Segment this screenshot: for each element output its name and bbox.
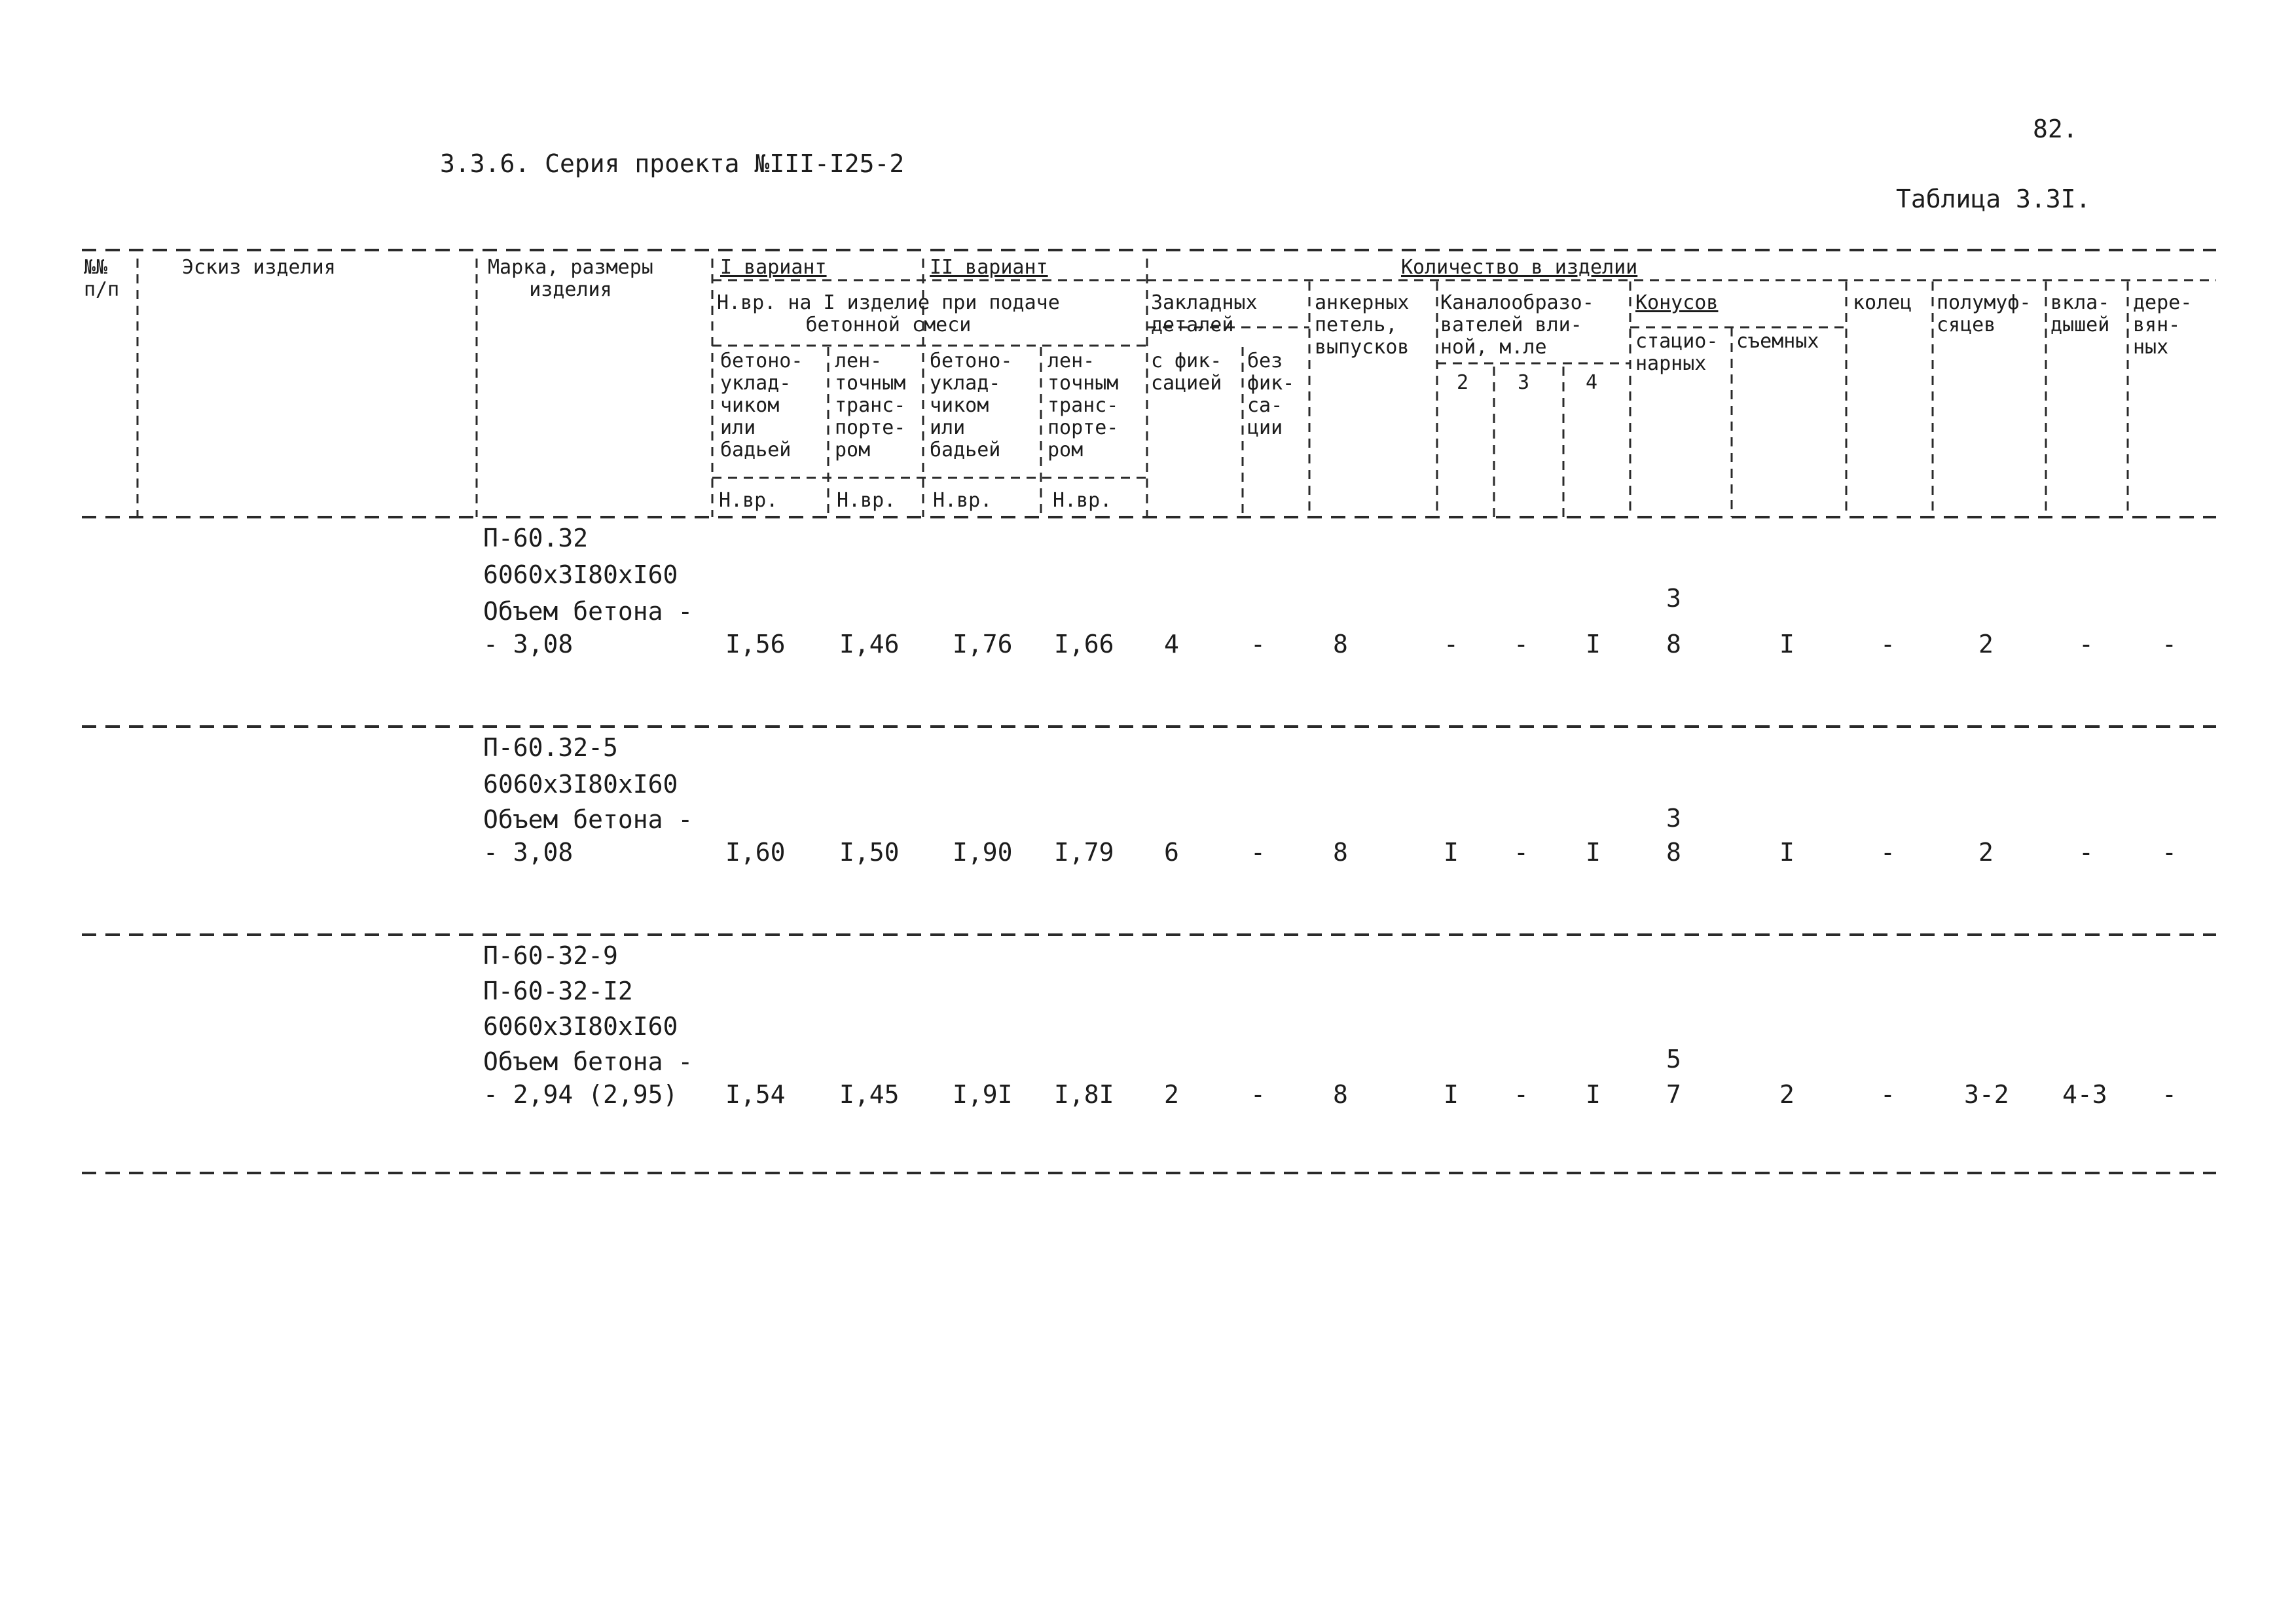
cell-anchor: 8 xyxy=(1333,838,1348,867)
header-ch-3: 3 xyxy=(1518,371,1530,394)
cell-cones-fixed-top: 3 xyxy=(1666,584,1681,613)
header-ch-2: 2 xyxy=(1457,371,1469,394)
cell-half-couplings: 2 xyxy=(1978,838,1994,867)
cell-v1-a: I,60 xyxy=(725,838,786,867)
cell-emb-nofix: - xyxy=(1250,1080,1266,1109)
row-mark-line: П-60-32-I2 xyxy=(483,977,633,1005)
header-hvr-unit-1: Н.вр. xyxy=(719,489,778,512)
cell-ch2: I xyxy=(1444,838,1459,867)
header-v2-b: лен- точным транс- порте- ром xyxy=(1048,350,1119,461)
cell-dowels: - xyxy=(2162,838,2177,867)
cell-rings: - xyxy=(1880,1080,1895,1109)
row-mark-line: П-60.32-5 xyxy=(483,733,618,762)
header-hvr-unit-2: Н.вр. xyxy=(837,489,896,512)
cell-v1-b: I,46 xyxy=(839,630,900,659)
cell-inserts: 4-3 xyxy=(2062,1080,2107,1109)
row-mark-line: 6060х3I80хI60 xyxy=(483,1012,678,1041)
row-mark-line: 6060х3I80хI60 xyxy=(483,560,678,589)
cell-inserts: - xyxy=(2079,838,2094,867)
row-mark-line: Объем бетона - xyxy=(483,1047,693,1076)
cell-v1-a: I,54 xyxy=(725,1080,786,1109)
cell-emb-nofix: - xyxy=(1250,838,1266,867)
header-channel: Каналообразо- вателей вли- ной, м.ле xyxy=(1440,291,1594,359)
header-cones-fixed: стацио- нарных xyxy=(1635,330,1719,375)
cell-v2-a: I,9I xyxy=(953,1080,1013,1109)
cell-cones-fixed-top: 5 xyxy=(1666,1045,1681,1074)
cell-ch4: I xyxy=(1586,1080,1601,1109)
row-mark-line: Объем бетона - xyxy=(483,597,693,626)
cell-emb-fix: 6 xyxy=(1164,838,1179,867)
header-hvr-group: Н.вр. на I изделие при подаче бетонной смеси xyxy=(717,291,1060,336)
header-cones: Конусов xyxy=(1635,291,1719,314)
cell-v1-b: I,45 xyxy=(839,1080,900,1109)
header-v1-b: лен- точным транс- порте- ром xyxy=(835,350,906,461)
header-emb-nofix: без фик- са- ции xyxy=(1247,350,1295,439)
cell-ch2: - xyxy=(1444,630,1459,659)
cell-cones-fixed: 7 xyxy=(1666,1080,1681,1109)
cell-ch3: - xyxy=(1514,838,1529,867)
cell-emb-nofix: - xyxy=(1250,630,1266,659)
header-emb-fix: с фик- сацией xyxy=(1151,350,1222,395)
cell-dowels: - xyxy=(2162,1080,2177,1109)
row-mark-line: П-60-32-9 xyxy=(483,941,618,970)
row-mark-line: - 3,08 xyxy=(483,838,574,867)
header-num: №№ п/п xyxy=(84,256,120,301)
cell-v1-a: I,56 xyxy=(725,630,786,659)
cell-rings: - xyxy=(1880,838,1895,867)
header-hvr-unit-3: Н.вр. xyxy=(933,489,993,512)
cell-ch3: - xyxy=(1514,1080,1529,1109)
cell-cones-removable: I xyxy=(1779,838,1795,867)
header-mark: Марка, размеры изделия xyxy=(488,256,653,301)
header-v1-a: бетоно- уклад- чиком или бадьей xyxy=(720,350,803,461)
cell-v2-b: I,66 xyxy=(1054,630,1114,659)
cell-ch3: - xyxy=(1514,630,1529,659)
row-mark-line: П-60.32 xyxy=(483,524,589,552)
header-inserts: вкла- дышей xyxy=(2050,291,2110,336)
cell-cones-fixed: 8 xyxy=(1666,838,1681,867)
row-mark-line: Объем бетона - xyxy=(483,805,693,834)
header-quantity: Количество в изделии xyxy=(1401,256,1638,279)
header-v2-a: бетоно- уклад- чиком или бадьей xyxy=(930,350,1013,461)
cell-v2-a: I,90 xyxy=(953,838,1013,867)
cell-half-couplings: 3-2 xyxy=(1964,1080,2009,1109)
cell-cones-fixed-top: 3 xyxy=(1666,804,1681,833)
table-label: Таблица 3.3I. xyxy=(1896,185,2091,213)
cell-anchor: 8 xyxy=(1333,1080,1348,1109)
row-mark-line: 6060х3I80хI60 xyxy=(483,770,678,799)
cell-cones-removable: 2 xyxy=(1779,1080,1795,1109)
header-hvr-unit-4: Н.вр. xyxy=(1053,489,1112,512)
page-number: 82. xyxy=(2033,115,2078,143)
header-rings: колец xyxy=(1853,291,1912,314)
cell-emb-fix: 4 xyxy=(1164,630,1179,659)
row-mark-line: - 3,08 xyxy=(483,630,574,659)
cell-inserts: - xyxy=(2079,630,2094,659)
cell-ch4: I xyxy=(1586,838,1601,867)
cell-v2-b: I,79 xyxy=(1054,838,1114,867)
cell-anchor: 8 xyxy=(1333,630,1348,659)
cell-cones-removable: I xyxy=(1779,630,1795,659)
row-mark-line: - 2,94 (2,95) xyxy=(483,1080,678,1109)
header-ch-4: 4 xyxy=(1586,371,1598,394)
header-variant2: II вариант xyxy=(930,256,1048,279)
cell-rings: - xyxy=(1880,630,1895,659)
header-variant1: I вариант xyxy=(720,256,827,279)
cell-emb-fix: 2 xyxy=(1164,1080,1179,1109)
cell-ch2: I xyxy=(1444,1080,1459,1109)
header-anchor: анкерных петель, выпусков xyxy=(1315,291,1410,359)
header-dowels: дере- вян- ных xyxy=(2133,291,2193,359)
cell-v1-b: I,50 xyxy=(839,838,900,867)
section-title: 3.3.6. Серия проекта №III-I25-2 xyxy=(440,149,905,178)
cell-ch4: I xyxy=(1586,630,1601,659)
cell-v2-a: I,76 xyxy=(953,630,1013,659)
header-embedded: Закладных деталей xyxy=(1151,291,1258,336)
cell-half-couplings: 2 xyxy=(1978,630,1994,659)
cell-cones-fixed: 8 xyxy=(1666,630,1681,659)
header-sketch: Эскиз изделия xyxy=(182,256,336,279)
cell-v2-b: I,8I xyxy=(1054,1080,1114,1109)
header-half-couplings: полумуф- сяцев xyxy=(1937,291,2032,336)
cell-dowels: - xyxy=(2162,630,2177,659)
header-cones-removable: съемных xyxy=(1736,330,1819,353)
